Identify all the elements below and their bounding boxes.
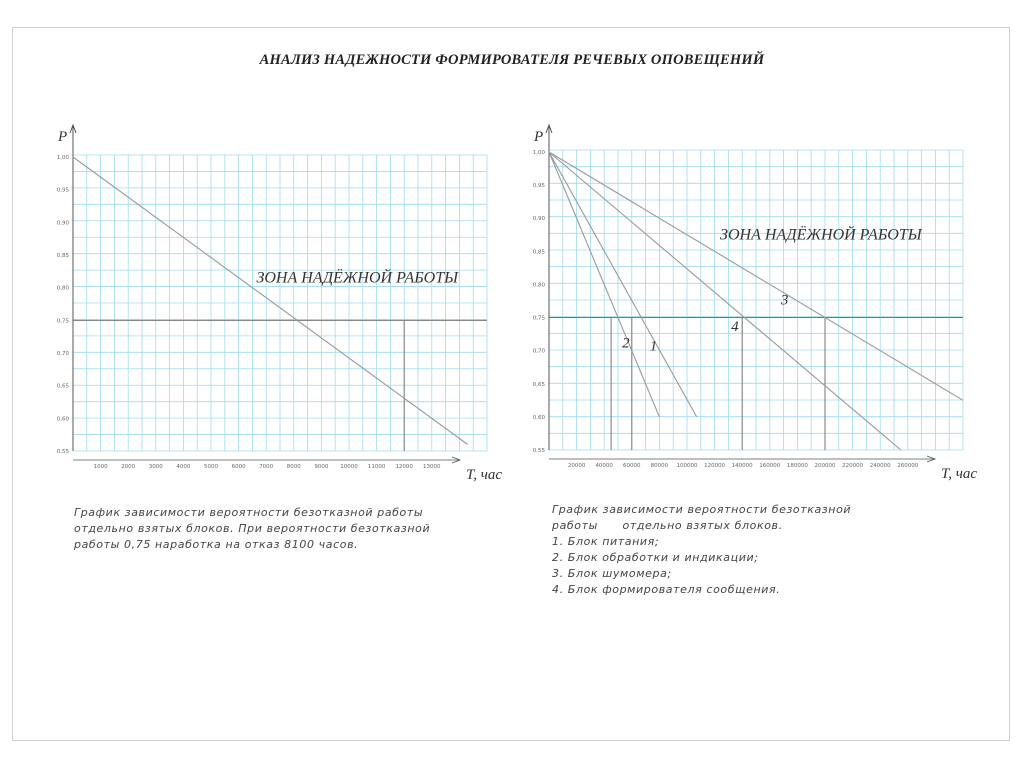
x-tick-label: 2000: [121, 464, 136, 470]
y-tick-label: 0,75: [532, 315, 545, 322]
y-tick-label: 0,55: [56, 449, 69, 455]
legend-item-1: 1. Блок питания;: [552, 535, 660, 548]
x-tick-label: 100000: [676, 463, 698, 469]
y-tick-label: 0,60: [532, 414, 545, 421]
x-tick-label: 13000: [423, 464, 441, 470]
y-tick-label: 0,85: [532, 249, 545, 256]
caption-left-line: отдельно взятых блоков. При вероятности безотказной: [74, 522, 431, 535]
y-tick-label: 0,85: [56, 253, 69, 259]
caption-left-line: работы 0,75 наработка на отказ 8100 часов.: [74, 538, 359, 551]
x-tick-label: 240000: [869, 463, 891, 469]
y-tick-label: 0,90: [56, 220, 69, 227]
x-tick-label: 7000: [259, 464, 274, 470]
series-line-4: [549, 152, 901, 450]
x-tick-label: 20000: [567, 463, 586, 469]
x-tick-label: 80000: [650, 463, 669, 469]
y-tick-label: 0,90: [532, 216, 545, 223]
chart-left: [70, 125, 487, 463]
x-tick-label: 220000: [842, 463, 864, 469]
x-tick-label: 260000: [897, 463, 919, 469]
x-tick-label: 3000: [148, 464, 163, 470]
y-tick-label: 0,75: [56, 318, 69, 325]
page-title: АНАЛИЗ НАДЕЖНОСТИ ФОРМИРОВАТЕЛЯ РЕЧЕВЫХ ОПОВЕЩЕНИЙ: [259, 52, 765, 68]
y-axis-label: P: [534, 129, 544, 145]
y-tick-label: 0,65: [532, 381, 545, 388]
legend-item-2: 2. Блок обработки и индикации;: [552, 551, 759, 564]
x-tick-label: 4000: [176, 464, 191, 470]
zone-label: ЗОНА НАДЁЖНОЙ РАБОТЫ: [256, 269, 459, 287]
y-tick-label: 0,70: [56, 351, 69, 357]
caption-right-line: работы отдельно взятых блоков.: [552, 519, 783, 532]
zone-label: ЗОНА НАДЁЖНОЙ РАБОТЫ: [720, 226, 922, 244]
series-label-2: 2: [622, 335, 630, 352]
y-tick-label: 0,95: [532, 183, 545, 190]
x-tick-label: 1000: [93, 464, 108, 470]
caption-right-line: График зависимости вероятности безотказной: [552, 503, 852, 516]
series-label-1: 1: [649, 338, 658, 355]
series-label-3: 3: [780, 292, 789, 309]
caption-left: [74, 505, 430, 553]
y-tick-label: 1,00: [56, 155, 69, 161]
x-tick-label: 120000: [704, 463, 726, 469]
legend-item-4: 4. Блок формирователя сообщения.: [552, 583, 781, 596]
x-tick-label: 160000: [759, 463, 781, 469]
y-axis-label: P: [58, 129, 68, 145]
x-tick-label: 11000: [367, 464, 386, 470]
y-tick-label: 0,80: [56, 285, 69, 292]
caption-left-line: График зависимости вероятности безотказной работы: [74, 506, 424, 519]
series-line-1: [549, 152, 697, 417]
caption-right: [552, 502, 851, 598]
x-tick-label: 40000: [595, 463, 613, 469]
x-tick-label: 12000: [395, 464, 413, 470]
x-tick-label: 6000: [231, 464, 246, 470]
y-tick-label: 0,55: [532, 448, 545, 454]
y-tick-label: 0,70: [532, 348, 545, 355]
y-tick-label: 0,95: [56, 187, 69, 194]
chart-right: [546, 125, 963, 462]
x-tick-label: 60000: [623, 463, 641, 469]
x-tick-label: 10000: [340, 464, 358, 470]
y-tick-label: 0,65: [56, 383, 69, 390]
series-label-4: 4: [731, 318, 739, 335]
x-axis-label: T, час: [941, 466, 978, 482]
y-tick-label: 1,00: [532, 150, 545, 156]
legend-item-3: 3. Блок шумомера;: [552, 567, 672, 580]
x-tick-label: 8000: [286, 464, 301, 470]
x-tick-label: 200000: [814, 463, 836, 469]
x-tick-label: 140000: [731, 463, 753, 469]
x-axis-label: T, час: [466, 467, 503, 483]
x-tick-label: 9000: [314, 464, 329, 470]
x-tick-label: 5000: [204, 464, 218, 470]
x-tick-label: 180000: [786, 463, 808, 469]
y-tick-label: 0,80: [532, 282, 545, 289]
y-tick-label: 0,60: [56, 416, 69, 423]
